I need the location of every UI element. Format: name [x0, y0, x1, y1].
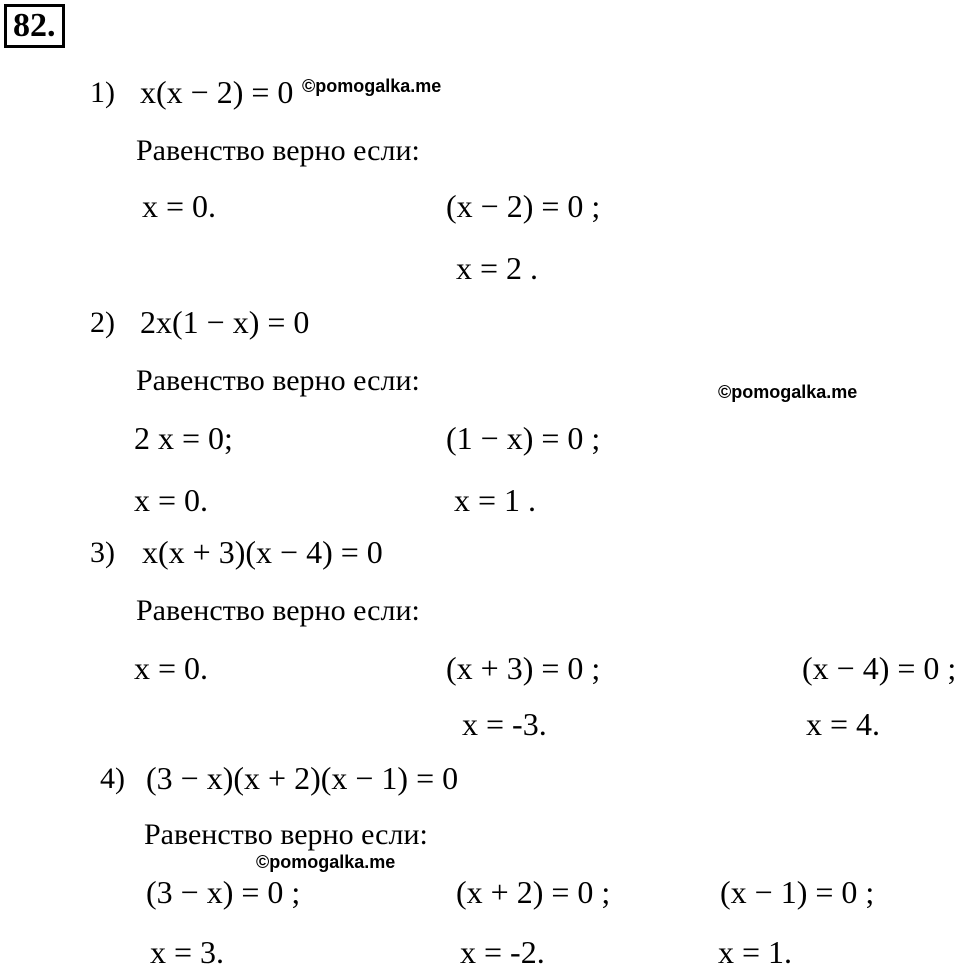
part-4-condition: Равенство верно если:: [144, 818, 428, 851]
part-2-case-2-eq: (1 − x) = 0 ;: [446, 420, 601, 456]
watermark-1: ©pomogalka.me: [302, 76, 442, 96]
watermark-2: ©pomogalka.me: [718, 382, 858, 402]
part-3-condition: Равенство верно если:: [136, 594, 420, 627]
part-1-case-2-eq: (x − 2) = 0 ;: [446, 188, 601, 224]
part-4-case-2-eq: (x + 2) = 0 ;: [456, 874, 611, 910]
part-1-case-2-sol: x = 2 .: [456, 250, 539, 286]
part-1-case-1-eq: x = 0.: [142, 188, 217, 224]
part-3-label: 3): [90, 536, 115, 569]
part-4-case-3-sol: x = 1.: [718, 934, 793, 970]
part-1-equation: x(x − 2) = 0: [140, 74, 294, 110]
part-3-case-3-eq: (x − 4) = 0 ;: [802, 650, 957, 686]
part-2-case-1-sol: x = 0.: [134, 482, 209, 518]
part-4-equation: (3 − x)(x + 2)(x − 1) = 0: [146, 760, 459, 796]
part-2-case-2-sol: x = 1 .: [454, 482, 537, 518]
watermark-3: ©pomogalka.me: [256, 852, 396, 872]
part-1-condition: Равенство верно если:: [136, 134, 420, 167]
part-3-equation: x(x + 3)(x − 4) = 0: [142, 534, 383, 570]
part-2-case-1-eq: 2 x = 0;: [134, 420, 233, 456]
part-4-case-3-eq: (x − 1) = 0 ;: [720, 874, 875, 910]
part-3-case-3-sol: x = 4.: [806, 706, 881, 742]
part-4-case-1-sol: x = 3.: [150, 934, 225, 970]
part-4-case-2-sol: x = -2.: [460, 934, 545, 970]
part-3-case-2-sol: x = -3.: [462, 706, 547, 742]
part-2-equation: 2x(1 − x) = 0: [140, 304, 310, 340]
part-3-case-1-eq: x = 0.: [134, 650, 209, 686]
part-1-label: 1): [90, 76, 115, 109]
part-2-label: 2): [90, 306, 115, 339]
part-2-condition: Равенство верно если:: [136, 364, 420, 397]
part-3-case-2-eq: (x + 3) = 0 ;: [446, 650, 601, 686]
problem-number: 82.: [4, 4, 65, 48]
part-4-label: 4): [100, 762, 125, 795]
part-4-case-1-eq: (3 − x) = 0 ;: [146, 874, 301, 910]
